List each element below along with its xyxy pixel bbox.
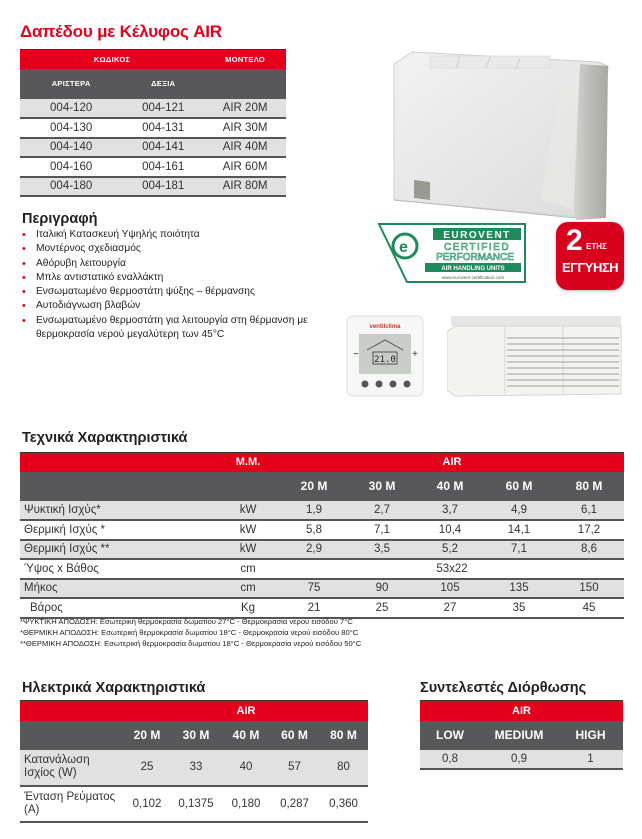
description-title: Περιγραφή xyxy=(22,211,98,227)
bullet-icon: • xyxy=(22,314,26,327)
row-label: Ψυκτική Ισχύς* xyxy=(20,501,216,521)
code-left: 004-130 xyxy=(20,118,122,138)
model-header: 80 M xyxy=(554,472,624,501)
row-label: Ύψος x Βάθος xyxy=(20,559,216,579)
cell: 45 xyxy=(554,598,624,618)
cell: 6,1 xyxy=(554,501,624,521)
cell: 1,9 xyxy=(280,501,348,521)
cell: 3,5 xyxy=(348,540,416,560)
bullet-icon: • xyxy=(22,257,26,270)
model: AIR 20M xyxy=(204,99,286,119)
code-right: 004-131 xyxy=(122,118,204,138)
code-left: 004-140 xyxy=(20,138,122,158)
warranty-label: ΕΓΓΥΗΣΗ xyxy=(561,260,619,275)
row-unit: cm xyxy=(216,559,280,579)
row-unit: cm xyxy=(216,579,280,599)
list-item: • Ιταλική Κατασκευή Υψηλής ποιότητα xyxy=(22,229,200,241)
eurovent-line2: CERTIFIED xyxy=(443,242,511,253)
footnotes xyxy=(20,616,361,649)
cell: 21 xyxy=(280,598,348,618)
thermostat-brand: ventilclima xyxy=(369,324,401,330)
code-left: 004-180 xyxy=(20,177,122,197)
table-row xyxy=(20,177,286,197)
page-title: Δαπέδου με Κέλυφος AIR xyxy=(20,22,222,41)
eurovent-certified-logo xyxy=(377,222,527,284)
cell: 4,9 xyxy=(484,501,554,521)
tech-title: Τεχνικά Χαρακτηριστικά xyxy=(22,430,188,446)
cell: 1 xyxy=(558,750,623,769)
table-row xyxy=(20,118,286,138)
codes-table xyxy=(20,49,286,197)
cell: 5,2 xyxy=(416,540,484,560)
code-left: 004-120 xyxy=(20,99,122,119)
row-unit: kW xyxy=(216,501,280,521)
cell: 0,102 xyxy=(124,786,170,822)
warranty-badge xyxy=(556,222,624,290)
table-row xyxy=(20,138,286,158)
row-unit: Kg xyxy=(216,598,280,618)
fan-coil-unit-image xyxy=(390,50,620,220)
cell: 0,1375 xyxy=(170,786,222,822)
cell: 35 xyxy=(484,598,554,618)
row-unit: kW xyxy=(216,520,280,540)
list-item: • Ενσωματωμένο θερμοστάτη ψύξης – θέρμανσης xyxy=(22,286,255,299)
list-item: • Αυτοδιάγνωση βλαβών xyxy=(22,300,141,313)
table-row xyxy=(20,579,624,599)
model-header: 40 M xyxy=(416,472,484,501)
cell: 0,180 xyxy=(222,786,270,822)
air-grille-image xyxy=(447,310,625,402)
table-row xyxy=(20,157,286,177)
header-model: ΜΟΝΤΕΛΟ xyxy=(204,50,286,69)
row-label: Θερμική Ισχύς ** xyxy=(20,540,216,560)
cell: 25 xyxy=(124,750,170,786)
code-right: 004-121 xyxy=(122,99,204,119)
cell: 0,8 xyxy=(420,750,480,769)
correction-table xyxy=(420,700,623,770)
code-left: 004-160 xyxy=(20,157,122,177)
cell: 14,1 xyxy=(484,520,554,540)
model-header: 40 M xyxy=(222,721,270,750)
cell: 7,1 xyxy=(348,520,416,540)
eurovent-line3: PERFORMANCE xyxy=(436,252,514,263)
table-row xyxy=(20,559,624,579)
subheader-left: ΑΡΙΣΤΕΡΑ xyxy=(20,69,122,99)
row-label: Μήκος xyxy=(20,579,216,599)
eurovent-line1: EUROVENT xyxy=(443,230,511,241)
cell: 57 xyxy=(270,750,319,786)
cell: 150 xyxy=(554,579,624,599)
subheader-empty xyxy=(204,69,286,99)
cell: 25 xyxy=(348,598,416,618)
cell: 75 xyxy=(280,579,348,599)
cell: 5,8 xyxy=(280,520,348,540)
row-unit: kW xyxy=(216,540,280,560)
electrical-title: Ηλεκτρικά Χαρακτηριστικά xyxy=(22,680,206,696)
cell: 17,2 xyxy=(554,520,624,540)
header-unit: Μ.Μ. xyxy=(216,453,280,472)
header-code: ΚΩΔΙΚΟΣ xyxy=(20,50,204,69)
model-header: 80 M xyxy=(319,721,368,750)
footnote: *ΨΥΚΤΙΚΗ ΑΠΟΔΟΣΗ: Εσωτερική θερμοκρασία δωματίου 27°C - Θερμοκρασία νερού εισόδου 7°C xyxy=(20,617,353,626)
model: AIR 40M xyxy=(204,138,286,158)
header-group: AIR xyxy=(280,453,624,472)
cell: 135 xyxy=(484,579,554,599)
header-group: AIR xyxy=(124,701,368,721)
table-row xyxy=(20,786,368,822)
cell: 7,1 xyxy=(484,540,554,560)
bullet-icon: • xyxy=(22,243,26,256)
code-right: 004-161 xyxy=(122,157,204,177)
level-header: HIGH xyxy=(558,721,623,750)
row-label: Ένταση Ρεύματος (A) xyxy=(20,786,124,822)
table-row xyxy=(20,540,624,560)
model: AIR 60M xyxy=(204,157,286,177)
cell: 27 xyxy=(416,598,484,618)
model-header: 30 M xyxy=(170,721,222,750)
row-label: Βάρος xyxy=(20,598,216,618)
table-row xyxy=(20,501,624,521)
cell: 90 xyxy=(348,579,416,599)
model-header: 20 M xyxy=(280,472,348,501)
eurovent-url: www.eurovent-certification.com xyxy=(441,275,505,280)
cell: 2,7 xyxy=(348,501,416,521)
cell: 3,7 xyxy=(416,501,484,521)
code-right: 004-141 xyxy=(122,138,204,158)
footnote: **ΘΕΡΜΙΚΗ ΑΠΟΔΟΣΗ: Εσωτερική θερμοκρασία δωματίου 18°C - Θερμοκρασία νερού εισόδου 50°C xyxy=(20,639,362,648)
eurovent-line4: AIR HANDLING UNITS xyxy=(441,266,505,272)
model-header: 60 M xyxy=(270,721,319,750)
cell: 8,6 xyxy=(554,540,624,560)
cell: 33 xyxy=(170,750,222,786)
list-item: • Ενσωματωμένο θερμοστάτη για λειτουργία στη θέρμανση με θερμοκρασία νερού μεγαλύτερη των 45°C xyxy=(22,314,308,341)
subheader-right: ΔΕΞΙΑ xyxy=(122,69,204,99)
cell: 2,9 xyxy=(280,540,348,560)
tech-specs-table xyxy=(20,452,624,619)
level-header: MEDIUM xyxy=(480,721,558,750)
svg-text:e: e xyxy=(399,239,408,256)
thermostat-image xyxy=(343,310,427,400)
warranty-years: 2 xyxy=(566,224,583,257)
cell: 10,4 xyxy=(416,520,484,540)
model: AIR 30M xyxy=(204,118,286,138)
cell: 0,360 xyxy=(319,786,368,822)
warranty-unit: ΕΤΗΣ xyxy=(586,242,607,251)
cell: 40 xyxy=(222,750,270,786)
bullet-icon: • xyxy=(22,271,26,284)
svg-text:−: − xyxy=(353,349,359,360)
model-header: 60 M xyxy=(484,472,554,501)
cell: 80 xyxy=(319,750,368,786)
level-header: LOW xyxy=(420,721,480,750)
table-row xyxy=(20,598,624,618)
bullet-icon: • xyxy=(22,300,26,313)
electrical-table xyxy=(20,700,368,823)
cell: 0,287 xyxy=(270,786,319,822)
header-group: AIR xyxy=(420,701,623,721)
code-right: 004-181 xyxy=(122,177,204,197)
model-header: 30 M xyxy=(348,472,416,501)
table-row xyxy=(20,99,286,119)
svg-text:+: + xyxy=(412,349,418,360)
list-item: • Μοντέρνος σχεδιασμός xyxy=(22,243,141,256)
cell: 0,9 xyxy=(480,750,558,769)
bullet-icon: • xyxy=(22,229,26,241)
model-header: 20 M xyxy=(124,721,170,750)
footnote: *ΘΕΡΜΙΚΗ ΑΠΟΔΟΣΗ: Εσωτερική θερμοκρασία δωματίου 18°C - Θερμοκρασία νερού εισόδου 80°C xyxy=(20,628,359,637)
table-row xyxy=(420,750,623,769)
row-label: Κατανάλωση Ισχίος (W) xyxy=(20,750,124,786)
list-item: • Αθόρυβη λειτουργία xyxy=(22,257,126,270)
cell: 105 xyxy=(416,579,484,599)
row-label: Θερμική Ισχύς * xyxy=(20,520,216,540)
table-row xyxy=(20,750,368,786)
description-list xyxy=(22,228,322,342)
cell-merged: 53x22 xyxy=(280,559,624,579)
bullet-icon: • xyxy=(22,286,26,299)
correction-title: Συντελεστές Διόρθωσης xyxy=(420,680,587,696)
table-row xyxy=(20,520,624,540)
thermostat-display: 21.0 xyxy=(374,355,396,365)
model: AIR 80M xyxy=(204,177,286,197)
list-item: • Μπλε αντιστατικό εναλλάκτη xyxy=(22,271,164,284)
